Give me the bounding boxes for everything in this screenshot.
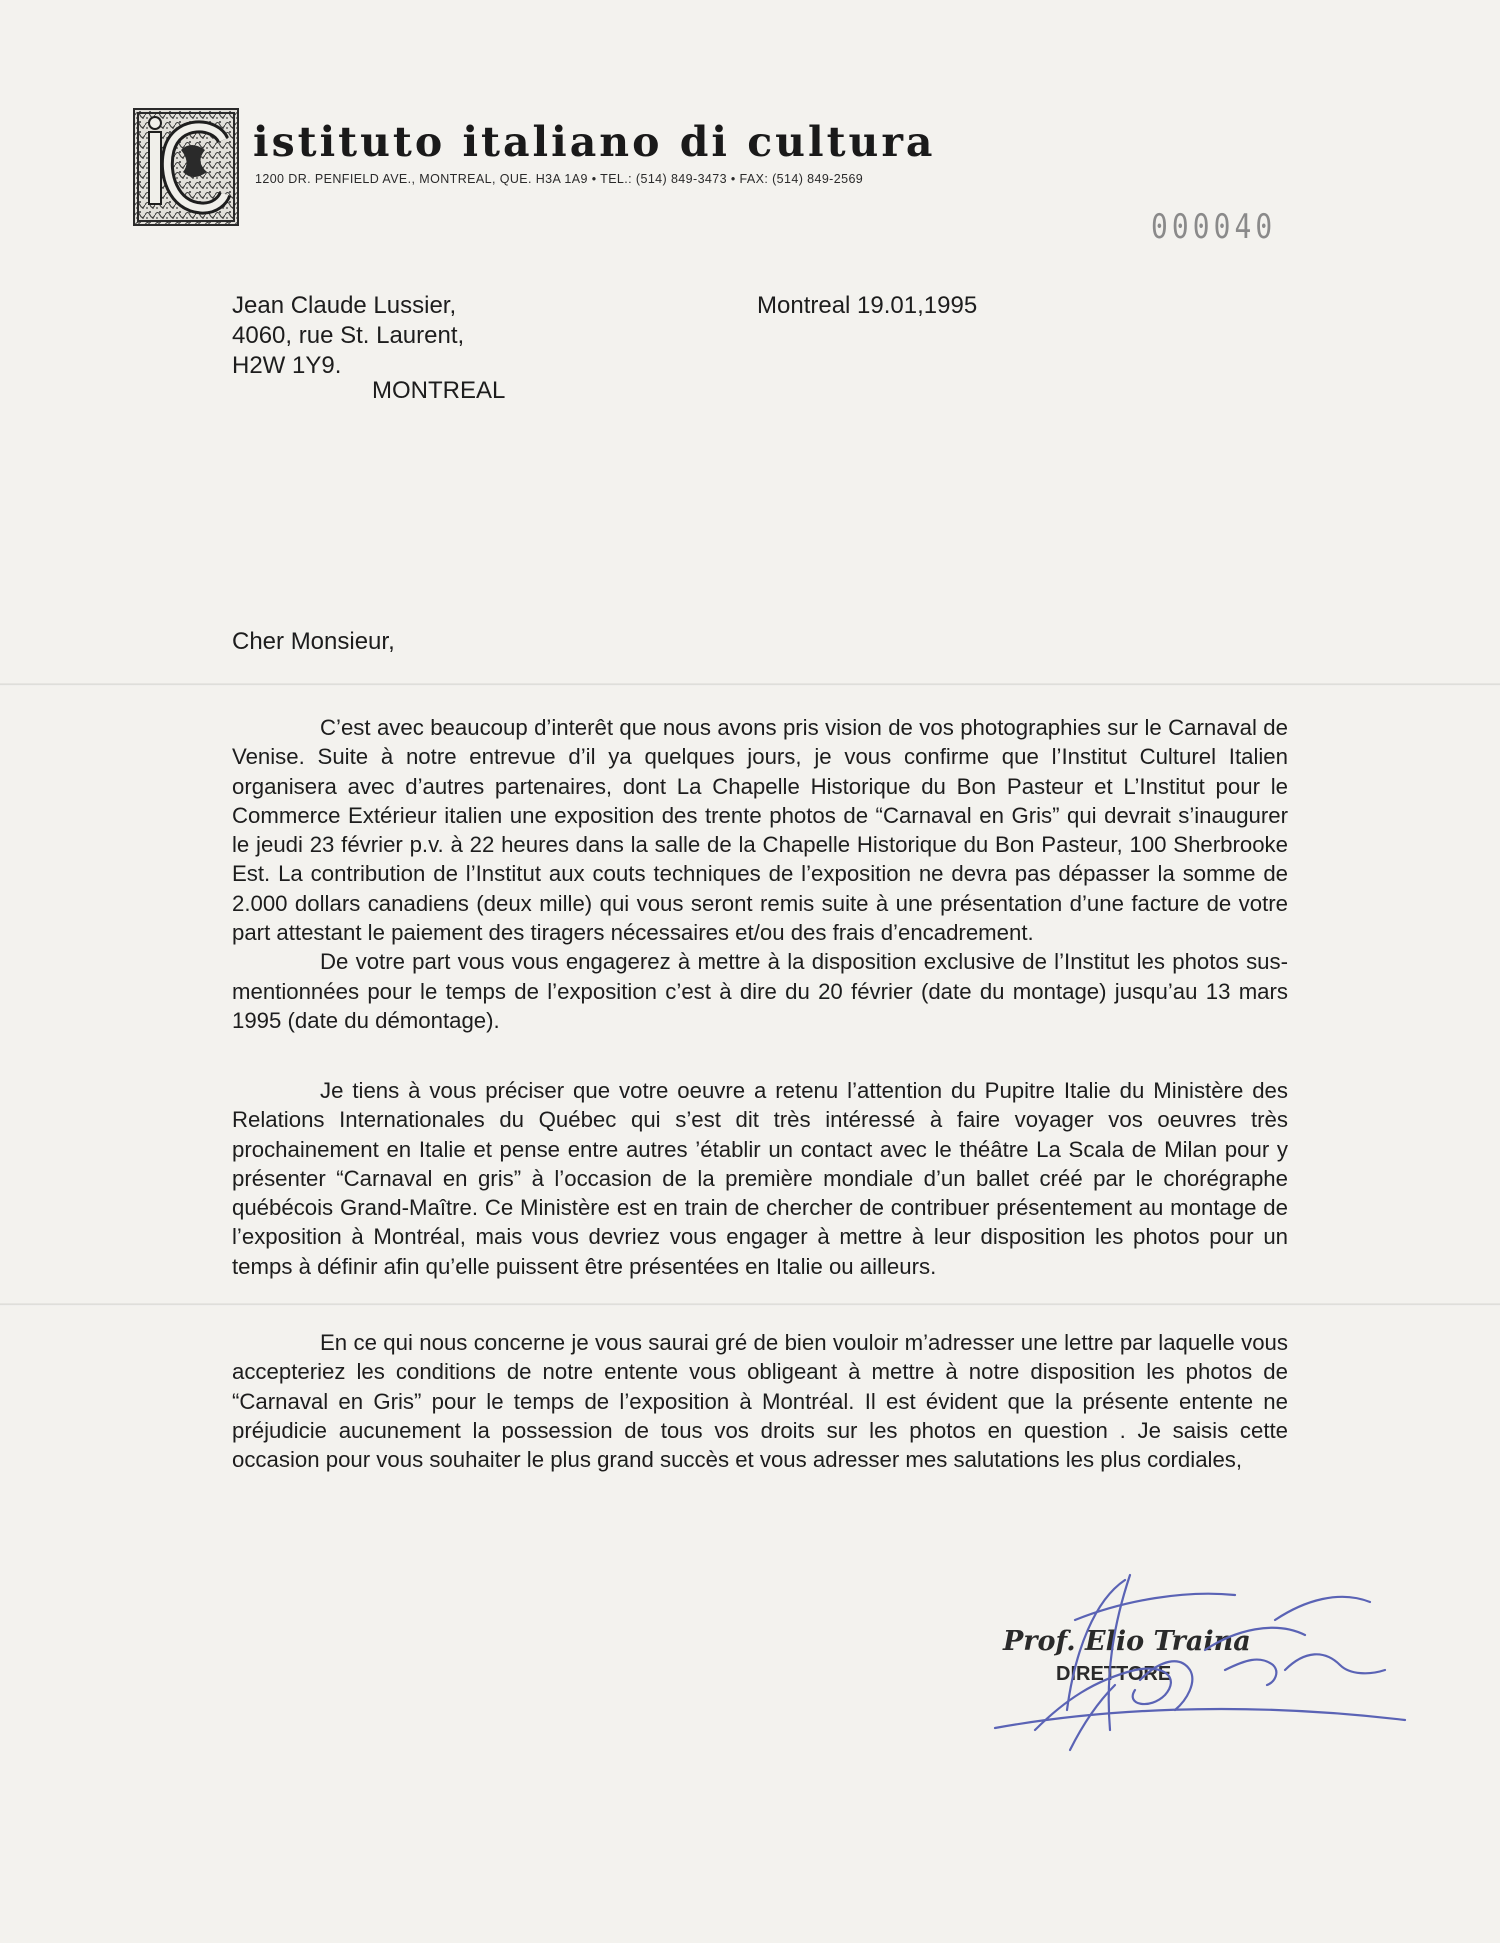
letter-body-part-2 bbox=[232, 1076, 1288, 1281]
letter-body-part-1 bbox=[232, 713, 1288, 1035]
paper-fold-line bbox=[0, 1303, 1500, 1306]
recipient-city: MONTREAL bbox=[372, 377, 506, 404]
signatory-name: Prof. Elio Traina bbox=[1003, 1626, 1251, 1657]
signatory-title: DIRETTORE bbox=[1056, 1663, 1172, 1685]
body-paragraph: Je tiens à vous préciser que votre oeuvre a retenu l’attention du Pupitre Italie du Ministère des Relations Internationales du Québec qui s’est dit très intéressé à faire voyager vos oeuvres très prochainement en Italie et pense entre autres ’établir un contact avec le théâtre La Scala de Milan pour y présenter “Carnaval en gris” à l’occasion de la première mondiale d’un ballet créé par le chorégraphe québécois Grand-Maître. Ce Ministère est en train de chercher de contribuer présentement au montage de l’exposition à Montréal, mais vous devriez vous engager à mettre à leur disposition les photos pour un temps à définir afin qu’elle puissent être présentées en Italie ou ailleurs. bbox=[232, 1078, 1288, 1279]
organization-name: istituto italiano di cultura bbox=[253, 118, 936, 166]
organization-address: 1200 DR. PENFIELD AVE., MONTREAL, QUE. H3A 1A9 • TEL.: (514) 849-3473 • FAX: (514) 849-2569 bbox=[255, 172, 864, 186]
body-paragraph: En ce qui nous concerne je vous saurai gré de bien vouloir m’adresser une lettre par laquelle vous accepteriez les conditions de notre entente vous obligeant à mettre à notre disposition les photos de “Carnaval en Gris” pour le temps de l’exposition à Montréal. Il est évident que la présente entente ne préjudicie aucunement la possession de tous vos droits sur les photos en question . Je saisis cette occasion pour vous souhaiter le plus grand succès et vous adresser mes salutations les plus cordiales, bbox=[232, 1330, 1288, 1473]
body-paragraph: C’est avec beaucoup d’interêt que nous avons pris vision de vos photographies sur le Carnaval de Venise. Suite à notre entrevue d’il ya quelques jours, je vous confirme que l’Institut Culturel Italien organisera avec d’autres partenaires, dont La Chapelle Historique du Bon Pasteur et L’Institut pour le Commerce Extérieur italien une exposition des trente photos de “Carnaval en Gris” qui devrait s’inaugurer le jeudi 23 février p.v. à 22 heures dans la salle de la Chapelle Historique du Bon Pasteur, 100 Sherbrooke Est. La contribution de l’Institut aux couts techniques de l’exposition ne devra pas dépasser la somme de 2.000 dollars canadiens (deux mille) qui vous seront remis suite à une présentation d’une facture de votre part attestant le paiement des tiragers nécessaires et/ou des frais d’encadrement. bbox=[232, 715, 1288, 946]
letter-date: Montreal 19.01,1995 bbox=[757, 292, 978, 319]
document-number-stamp: 000040 bbox=[1151, 207, 1277, 247]
institute-logo-icon bbox=[133, 108, 239, 226]
body-paragraph: De votre part vous vous engagerez à mettre à la disposition exclusive de l’Institut les photos sus-mentionnées pour le temps de l’exposition c’est à dire du 20 février (date du montage) jusqu’au 13 mars 1995 (date du démontage). bbox=[232, 949, 1288, 1033]
salutation: Cher Monsieur, bbox=[232, 628, 395, 655]
recipient-name: Jean Claude Lussier, bbox=[232, 292, 457, 319]
handwritten-signature-icon bbox=[975, 1560, 1415, 1765]
recipient-postal-code: H2W 1Y9. bbox=[232, 352, 342, 379]
recipient-street: 4060, rue St. Laurent, bbox=[232, 322, 465, 349]
letter-body-part-3 bbox=[232, 1328, 1288, 1474]
paper-fold-line bbox=[0, 683, 1500, 686]
